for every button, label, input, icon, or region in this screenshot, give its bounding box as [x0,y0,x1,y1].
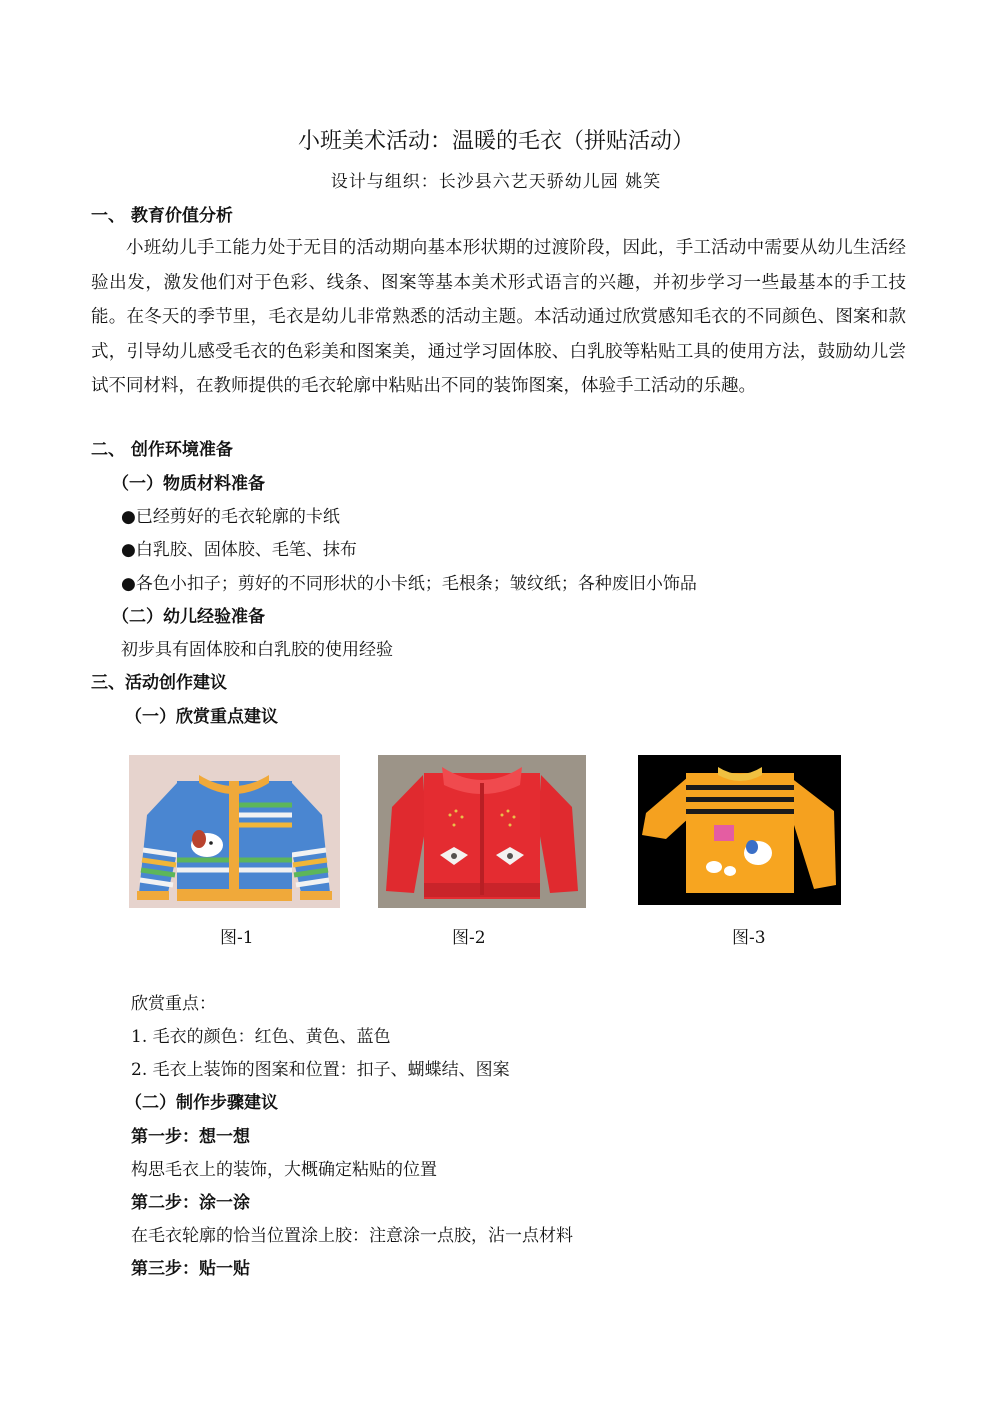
material-item: ●白乳胶、固体胶、毛笔、抹布 [121,540,357,560]
section2-heading: 二、 创作环境准备 [91,440,233,460]
material-item: ●已经剪好的毛衣轮廓的卡纸 [121,507,340,527]
step-text: 在毛衣轮廓的恰当位置涂上胶：注意涂一点胶，沾一点材料 [131,1226,573,1246]
blue-striped-cardigan-photo [129,755,340,908]
experience-heading: （二）幼儿经验准备 [112,607,265,627]
section3-heading: 三、活动创作建议 [91,673,227,693]
materials-heading: （一）物质材料准备 [112,474,265,494]
section1-heading: 一、 教育价值分析 [91,206,233,226]
figure-caption: 图-3 [732,928,766,948]
step-title: 第一步：想一想 [131,1127,250,1147]
step-title: 第三步：贴一贴 [131,1259,250,1279]
orange-striped-sweater-photo [638,755,841,905]
section1-paragraph: 小班幼儿手工能力处于无目的活动期向基本形状期的过渡阶段，因此，手工活动中需要从幼儿生活经验出发，激发他们对于色彩、线条、图案等基本美术形式语言的兴趣，并初步学习一些最基本的手工技能。在冬天的季节里，毛衣是幼儿非常熟悉的活动主题。本活动通过欣赏感知毛衣的不同颜色、图案和款式，引导幼儿感受毛衣的色彩美和图案美，通过学习固体胶、白乳胶等粘贴工具的使用方法，鼓励幼儿尝试不同材料，在教师提供的毛衣轮廓中粘贴出不同的装饰图案，体验手工活动的乐趣。 [91,238,906,396]
experience-text: 初步具有固体胶和白乳胶的使用经验 [121,640,393,660]
step-title: 第二步：涂一涂 [131,1193,250,1213]
appreciation-heading: （一）欣赏重点建议 [125,707,278,727]
appreciation-point: 2. 毛衣上装饰的图案和位置：扣子、蝴蝶结、图案 [131,1060,510,1080]
figure-caption: 图-2 [452,928,486,948]
appreciation-label: 欣赏重点： [131,994,216,1014]
appreciation-point: 1. 毛衣的颜色：红色、黄色、蓝色 [131,1027,391,1047]
material-item: ●各色小扣子；剪好的不同形状的小卡纸；毛根条；皱纹纸；各种废旧小饰品 [121,574,697,594]
document-title: 小班美术活动：温暖的毛衣（拼贴活动） [297,129,694,154]
steps-heading: （二）制作步骤建议 [125,1093,278,1113]
figure-caption: 图-1 [220,928,254,948]
document-subtitle: 设计与组织：长沙县六艺天骄幼儿园 姚笑 [330,172,662,192]
step-text: 构思毛衣上的装饰，大概确定粘贴的位置 [131,1160,437,1180]
red-bow-cardigan-photo [378,755,586,908]
